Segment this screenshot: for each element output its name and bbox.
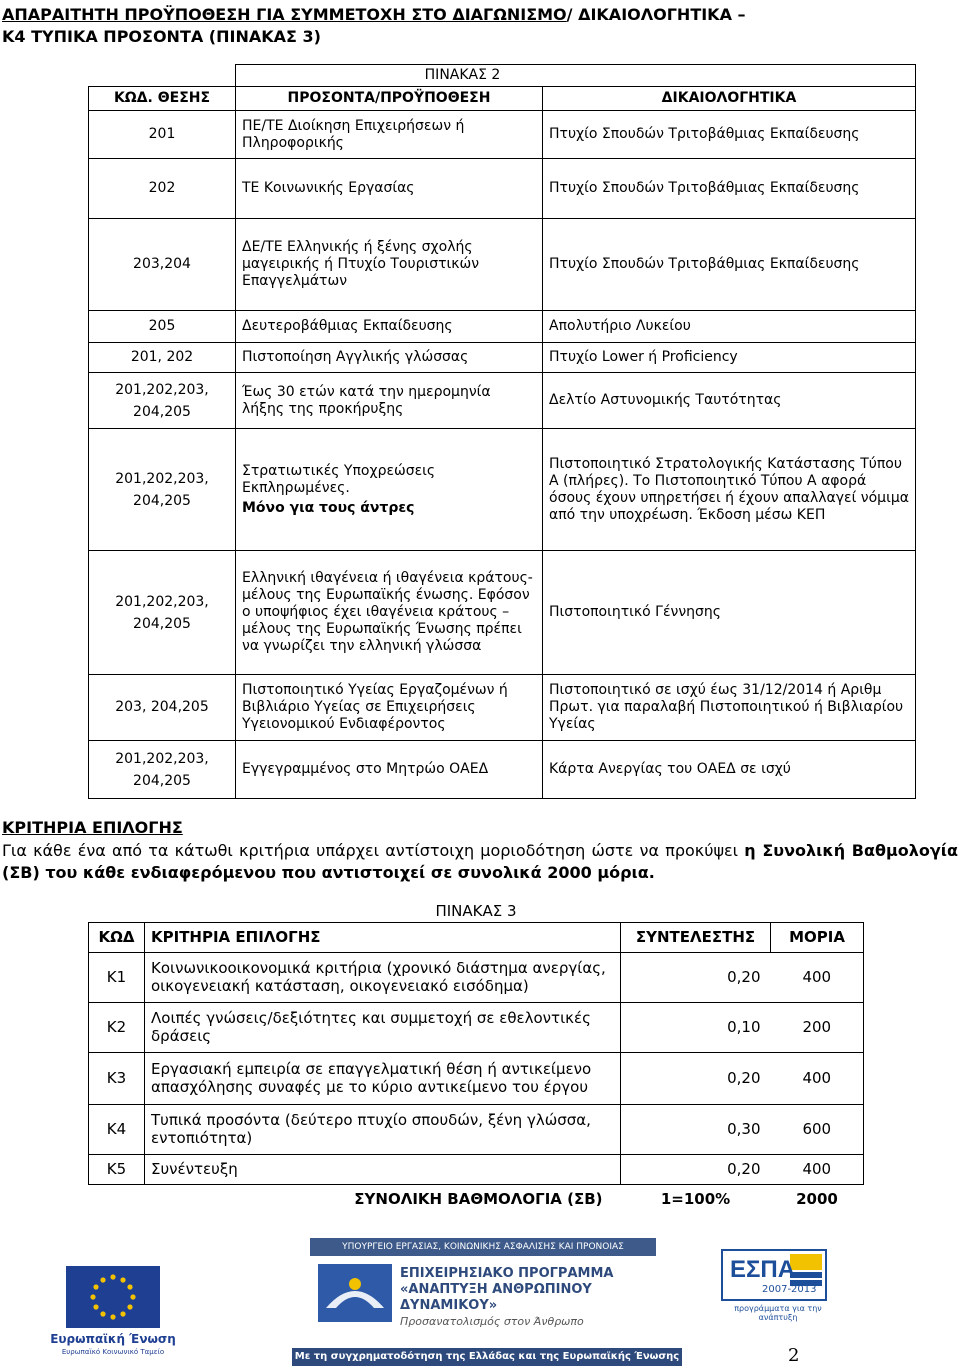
cell-points: 400 — [771, 1154, 864, 1184]
table-row — [89, 311, 916, 343]
cofunding-band: Με τη συγχρηματοδότηση της Ελλάδας και της Ευρωπαϊκής Ένωσης — [292, 1348, 682, 1366]
cell-code: 205 — [89, 311, 236, 343]
total-points: 2000 — [796, 1190, 838, 1209]
cell-criteria: Συνέντευξη — [145, 1154, 621, 1184]
cell-criteria: Κοινωνικοοικονομικά κριτήρια (χρονικό διάστημα ανεργίας, οικογενειακή κατάσταση, οικογενειακό εισόδημα) — [145, 952, 621, 1002]
cell-docs: Πτυχίο Lower ή Proficiency — [543, 343, 916, 373]
cell-docs: Δελτίο Αστυνομικής Ταυτότητας — [543, 373, 916, 429]
heading-line2: Κ4 ΤΥΠΙΚΑ ΠΡΟΣΟΝΤΑ (ΠΙΝΑΚΑΣ 3) — [2, 27, 321, 46]
table-row — [89, 111, 916, 159]
cell-docs: Απολυτήριο Λυκείου — [543, 311, 916, 343]
cell-code: 201, 202 — [89, 343, 236, 373]
cell-qual: Πιστοποιητικό Υγείας Εργαζομένων ή Βιβλιάριο Υγείας σε Επιχειρήσεις Υγειονομικού Ενδιαφέροντος — [236, 675, 543, 741]
table-row — [89, 741, 916, 799]
table-total-row — [89, 1184, 864, 1214]
cell-docs: Πιστοποιητικό Γέννησης — [543, 551, 916, 675]
table-3-header-points: ΜΟΡΙΑ — [771, 922, 864, 952]
cell-coef: 0,20 — [621, 1154, 771, 1184]
espa-label: ΕΣΠΑ — [730, 1256, 796, 1283]
eu-label: Ευρωπαϊκή Ένωση — [50, 1332, 176, 1346]
table-3-title: ΠΙΝΑΚΑΣ 3 — [435, 901, 517, 920]
footer-logos — [0, 1238, 960, 1369]
table-3-header-criteria: ΚΡΙΤΗΡΙΑ ΕΠΙΛΟΓΗΣ — [145, 922, 621, 952]
cell-code: 203, 204,205 — [89, 675, 236, 741]
criteria-title: ΚΡΙΤΗΡΙΑ ΕΠΙΛΟΓΗΣ — [2, 818, 183, 837]
cell-criteria: Τυπικά προσόντα (δεύτερο πτυχίο σπουδών, ξένη γλώσσα, εντοπιότητα) — [145, 1104, 621, 1154]
cell-qual — [236, 429, 543, 551]
cell-qual: ΔΕ/ΤΕ Ελληνικής ή ξένης σχολής μαγειρικής ή Πτυχίο Τουριστικών Επαγγελμάτων — [236, 219, 543, 311]
program-line2: «ΑΝΑΠΤΥΞΗ ΑΝΘΡΩΠΙΝΟΥ ΔΥΝΑΜΙΚΟΥ» — [400, 1282, 592, 1313]
cell-docs: Πτυχίο Σπουδών Τριτοβάθμιας Εκπαίδευσης — [543, 159, 916, 219]
table-row — [89, 952, 864, 1002]
table-row — [89, 1002, 864, 1052]
page-number: 2 — [788, 1345, 800, 1366]
cell-code: Κ2 — [89, 1002, 145, 1052]
table-row — [89, 551, 916, 675]
cell-qual-text: Στρατιωτικές Υποχρεώσεις Εκπληρωμένες. — [242, 462, 436, 496]
cell-code: 201,202,203, 204,205 — [89, 373, 236, 429]
cell-qual: ΠΕ/ΤΕ Διοίκηση Επιχειρήσεων ή Πληροφορικής — [236, 111, 543, 159]
table-2-header-qual: ΠΡΟΣΟΝΤΑ/ΠΡΟΫΠΟΘΕΣΗ — [236, 87, 543, 111]
criteria-text-bold: η Συνολική Βαθμολογία (ΣΒ) του κάθε ενδιαφερόμενου που αντιστοιχεί σε συνολικά 2000 μόρια. — [2, 841, 958, 882]
table-2 — [88, 64, 916, 799]
cell-code: 203,204 — [89, 219, 236, 311]
greek-emblem-icon — [318, 1264, 392, 1322]
table-2-header-docs: ΔΙΚΑΙΟΛΟΓΗΤΙΚΑ — [543, 87, 916, 111]
cell-code: 201 — [89, 111, 236, 159]
program-line1: ΕΠΙΧΕΙΡΗΣΙΑΚΟ ΠΡΟΓΡΑΜΜΑ — [400, 1266, 614, 1281]
cell-coef: 0,30 — [621, 1104, 771, 1154]
cell-docs: Πιστοποιητικό σε ισχύ έως 31/12/2014 ή Αριθμ Πρωτ. για παραλαβή Πιστοποιητικού ή Βιβλιαρίου Υγείας — [543, 675, 916, 741]
cell-points: 400 — [771, 952, 864, 1002]
table-2-header-code: ΚΩΔ. ΘΕΣΗΣ — [89, 87, 236, 111]
table-row — [89, 1154, 864, 1184]
total-coef: 1=100% — [660, 1190, 731, 1209]
table-2-title: ΠΙΝΑΚΑΣ 2 — [236, 65, 916, 87]
cell-qual-note: Μόνο για τους άντρες — [242, 499, 415, 516]
cell-points: 200 — [771, 1002, 864, 1052]
program-line3: Προσανατολισμός στον Άνθρωπο — [400, 1315, 584, 1328]
cell-code: Κ3 — [89, 1052, 145, 1104]
criteria-text-main: Για κάθε ένα από τα κάτωθι κριτήρια υπάρχει αντίστοιχη μοριοδότηση ώστε να προκύψει — [2, 841, 739, 860]
cell-qual: Έως 30 ετών κατά την ημερομηνία λήξης της προκήρυξης — [236, 373, 543, 429]
table-3 — [88, 900, 864, 1214]
cell-qual: Εγγεγραμμένος στο Μητρώο ΟΑΕΔ — [236, 741, 543, 799]
cell-code: Κ1 — [89, 952, 145, 1002]
cell-qual: Ελληνική ιθαγένεια ή ιθαγένεια κράτους-μέλους της Ευρωπαϊκής ένωσης. Εφόσον ο υποψήφιος έχει ιθαγένεια κράτους –μέλους της Ευρωπαϊκής Ένωσης πρέπει να γνωρίζει την ελληνική γλώσσα — [236, 551, 543, 675]
cell-docs: Πτυχίο Σπουδών Τριτοβάθμιας Εκπαίδευσης — [543, 111, 916, 159]
cell-docs: Πιστοποιητικό Στρατολογικής Κατάστασης Τύπου Α (πλήρες). Το Πιστοποιητικό Τύπου Α αφορά όσους έχουν υπηρετήσει ή έχουν απαλλαγεί νόμιμα από την υποχρέωση. Έκδοση μέσω ΚΕΠ — [543, 429, 916, 551]
cell-coef: 0,10 — [621, 1002, 771, 1052]
table-row — [89, 1052, 864, 1104]
cell-coef: 0,20 — [621, 1052, 771, 1104]
cell-code: 201,202,203, 204,205 — [89, 551, 236, 675]
cell-coef: 0,20 — [621, 952, 771, 1002]
total-label: ΣΥΝΟΛΙΚΗ ΒΑΘΜΟΛΟΓΙΑ (ΣΒ) — [354, 1190, 603, 1209]
cell-qual: ΤΕ Κοινωνικής Εργασίας — [236, 159, 543, 219]
heading-line1-rest: / ΔΙΚΑΙΟΛΟΓΗΤΙΚΑ – — [566, 5, 746, 24]
cell-docs: Πτυχίο Σπουδών Τριτοβάθμιας Εκπαίδευσης — [543, 219, 916, 311]
espa-subtitle: προγράμματα για την ανάπτυξη — [734, 1304, 822, 1322]
cell-code: Κ4 — [89, 1104, 145, 1154]
criteria-text — [2, 840, 958, 884]
cell-code: Κ5 — [89, 1154, 145, 1184]
eu-fund-label: Ευρωπαϊκό Κοινωνικό Ταμείο — [61, 1348, 165, 1356]
table-row — [89, 429, 916, 551]
cell-code: 202 — [89, 159, 236, 219]
cell-docs: Κάρτα Ανεργίας του ΟΑΕΔ σε ισχύ — [543, 741, 916, 799]
cell-qual: Δευτεροβάθμιας Εκπαίδευσης — [236, 311, 543, 343]
cell-criteria: Εργασιακή εμπειρία σε επαγγελματική θέση ή αντικείμενο απασχόλησης συναφές με το κύριο αντικείμενο του έργου — [145, 1052, 621, 1104]
cell-code: 201,202,203, 204,205 — [89, 429, 236, 551]
ministry-band: ΥΠΟΥΡΓΕΙΟ ΕΡΓΑΣΙΑΣ, ΚΟΙΝΩΝΙΚΗΣ ΑΣΦΑΛΙΣΗΣ ΚΑΙ ΠΡΟΝΟΙΑΣ — [310, 1238, 656, 1256]
table-row — [89, 373, 916, 429]
table-row — [89, 343, 916, 373]
cell-points: 600 — [771, 1104, 864, 1154]
eu-logo — [66, 1266, 160, 1328]
cell-points: 400 — [771, 1052, 864, 1104]
table-row — [89, 675, 916, 741]
heading-line1-underlined: ΑΠΑΡΑΙΤΗΤΗ ΠΡΟΫΠΟΘΕΣΗ ΓΙΑ ΣΥΜΜΕΤΟΧΗ ΣΤΟ ΔΙΑΓΩΝΙΣΜΟ — [2, 5, 567, 24]
table-row — [89, 159, 916, 219]
espa-years: 2007-2013 — [762, 1284, 817, 1295]
cell-criteria: Λοιπές γνώσεις/δεξιότητες και συμμετοχή σε εθελοντικές δράσεις — [145, 1002, 621, 1052]
page-heading — [2, 4, 952, 48]
table-3-header-coef: ΣΥΝΤΕΛΕΣΤΗΣ — [621, 922, 771, 952]
table-row — [89, 1104, 864, 1154]
program-title — [400, 1266, 660, 1330]
cell-code: 201,202,203, 204,205 — [89, 741, 236, 799]
cell-qual: Πιστοποίηση Αγγλικής γλώσσας — [236, 343, 543, 373]
table-3-header-code: ΚΩΔ — [89, 922, 145, 952]
table-row — [89, 219, 916, 311]
